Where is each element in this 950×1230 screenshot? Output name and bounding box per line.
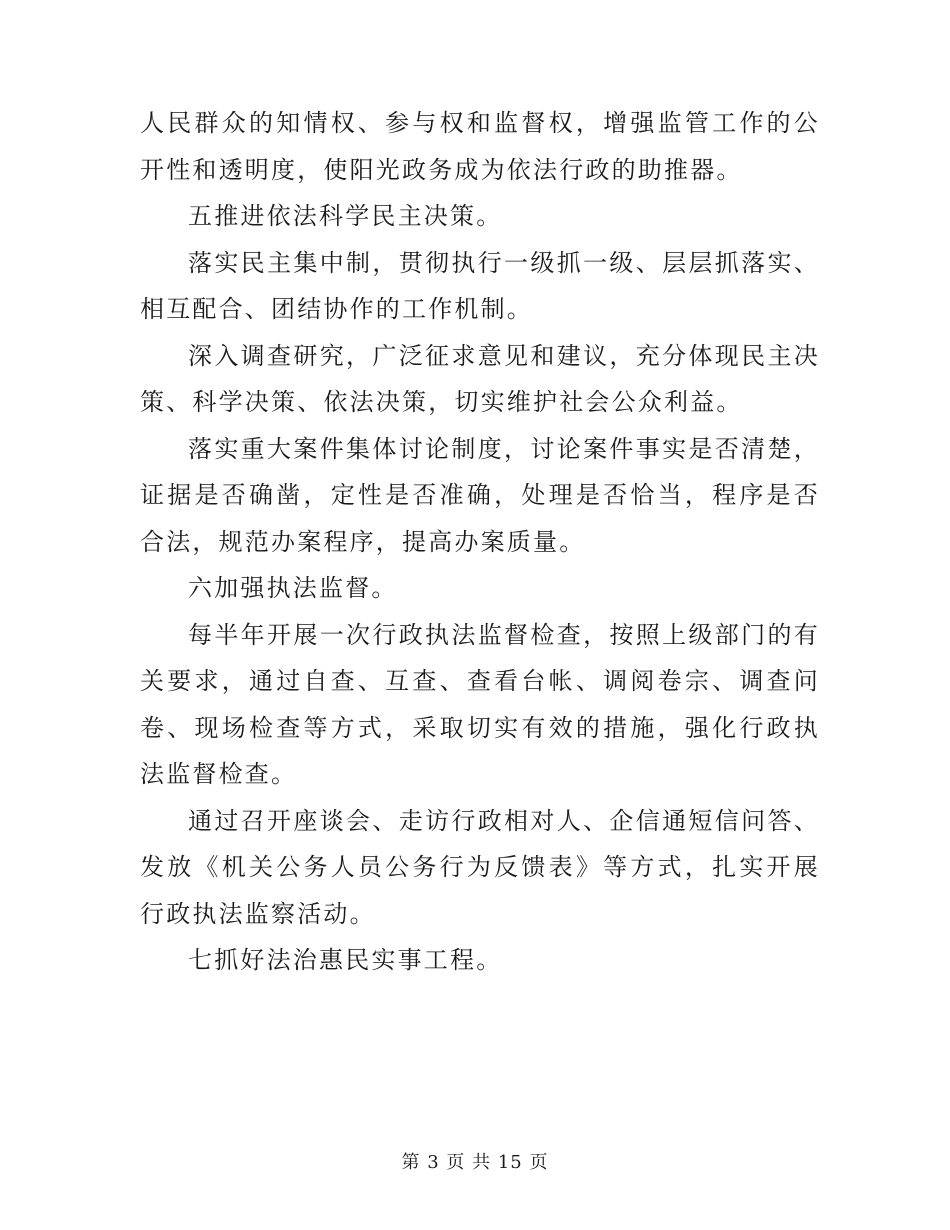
paragraph: 落实民主集中制，贯彻执行一级抓一级、层层抓落实、相互配合、团结协作的工作机制。 [140,248,820,323]
paragraph: 深入调查研究，广泛征求意见和建议，充分体现民主决策、科学决策、依法决策，切实维护社会公众利益。 [140,341,820,416]
paragraph: 落实重大案件集体讨论制度，讨论案件事实是否清楚，证据是否确凿，定性是否准确，处理是否恰当，程序是否合法，规范办案程序，提高办案质量。 [140,434,820,556]
section-heading-6: 六加强执法监督。 [188,574,398,602]
section-heading-5: 五推进依法科学民主决策。 [188,202,503,230]
paragraph-continued: 人民群众的知情权、参与权和监督权，增强监管工作的公开性和透明度，使阳光政务成为依法行政的助推器。 [140,109,820,184]
paragraph: 每半年开展一次行政执法监督检查，按照上级部门的有关要求，通过自查、互查、查看台帐、调阅卷宗、调查问卷、现场检查等方式，采取切实有效的措施，强化行政执法监督检查。 [140,620,820,788]
page-number-footer: 第 3 页 共 15 页 [401,1152,549,1173]
paragraph: 通过召开座谈会、走访行政相对人、企信通短信问答、发放《机关公务人员公务行为反馈表》等方式，扎实开展行政执法监察活动。 [140,806,820,928]
document-body [140,100,820,984]
section-heading-7: 七抓好法治惠民实事工程。 [188,946,503,974]
